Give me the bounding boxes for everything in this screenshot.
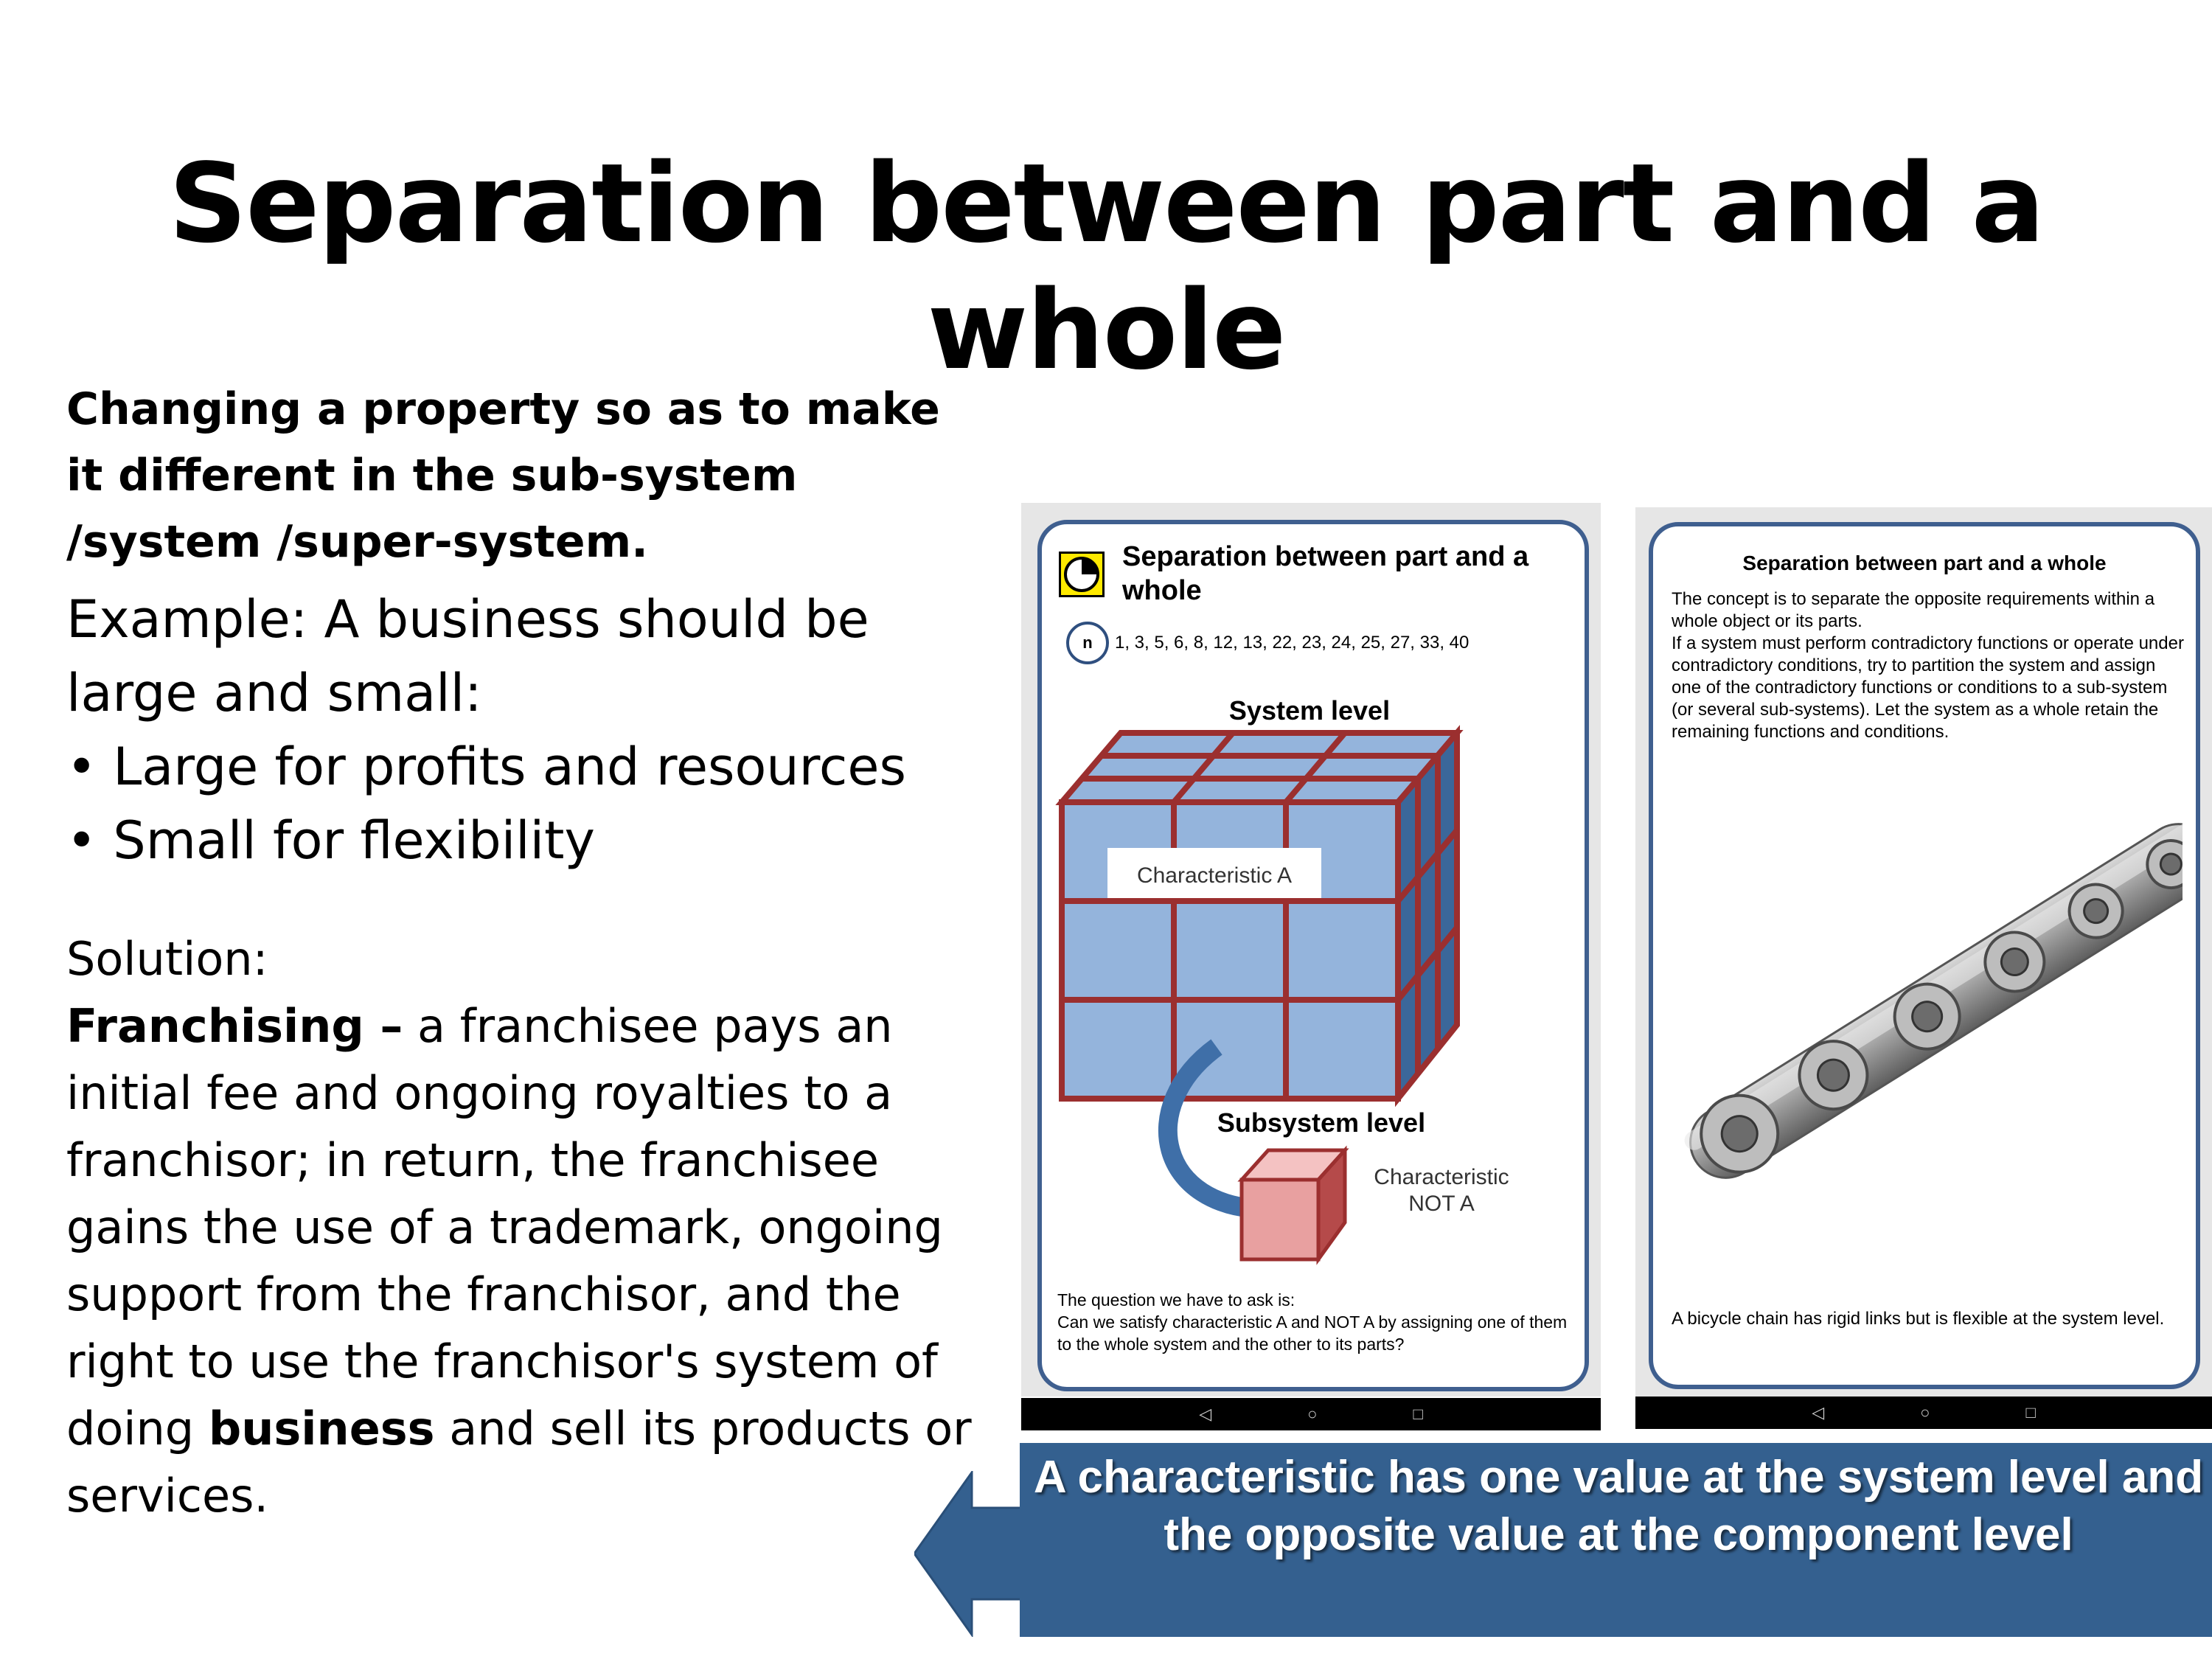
characteristic-not-a-label-1: Characteristic	[1374, 1165, 1509, 1189]
solution-text-end: and sell its products or services.	[66, 1402, 972, 1523]
home-circle-icon[interactable]: ○	[1307, 1405, 1318, 1423]
system-level-label: System level	[1228, 695, 1391, 726]
card1-question	[1057, 1289, 1573, 1355]
summary-callout-text: A characteristic has one value at the system level and the opposite value at the component level	[1033, 1452, 2204, 1560]
recents-square-icon[interactable]: □	[1413, 1405, 1423, 1423]
lead-paragraph: Changing a property so as to make it different in the sub-system /system /super-system.	[66, 383, 940, 568]
card2-body: The concept is to separate the opposite requirements within a whole object or its parts. If a system must perform contradictory functions or operate under contradictory conditions, try to partition the system and assign one of the contradictory functions or conditions to a sub-system (or several sub-systems). Let the system as a whole retain the remaining functions and conditions.	[1672, 589, 2184, 742]
left-text-column	[66, 376, 988, 1529]
recents-square-icon[interactable]: □	[2025, 1403, 2036, 1422]
solution-text: a franchisee pays an initial fee and ongoing royalties to a franchisor; in return, the franchisee gains the use of a trademark, ongoing support from the franchisor, and the right to use the franchisor's system of doing	[66, 999, 943, 1455]
subsystem-level-label: Subsystem level	[1217, 1107, 1426, 1138]
related-principles-numbers: 1, 3, 5, 6, 8, 12, 13, 22, 23, 24, 25, 27, 33, 40	[1115, 633, 1470, 653]
characteristic-not-a-label-2: NOT A	[1408, 1192, 1475, 1216]
android-navbar-2	[1635, 1397, 2212, 1429]
bullet-item: • Large for profits and resources	[66, 730, 988, 804]
solution-label: Solution:	[66, 932, 268, 986]
solution-paragraph	[66, 925, 988, 1529]
bullet-item: • Small for flexibility	[66, 804, 988, 877]
back-triangle-icon[interactable]: ◁	[1812, 1403, 1825, 1422]
example-line: Example: A business should be large and small:	[66, 589, 869, 723]
left-arrow-shape	[914, 1471, 1025, 1637]
question-text: Can we satisfy characteristic A and NOT A by assigning one of them to the whole system and the other to its parts?	[1057, 1312, 1568, 1354]
pie-icon	[1059, 552, 1105, 597]
n-badge-icon: n	[1066, 622, 1109, 664]
solution-term: Franchising –	[66, 999, 403, 1053]
android-navbar-1	[1021, 1398, 1601, 1430]
system-cube-diagram	[1047, 693, 1578, 1283]
bicycle-chain-image	[1681, 811, 2183, 1209]
characteristic-a-label: Characteristic A	[1136, 863, 1293, 888]
card1-title: Separation between part and a whole	[1122, 541, 1529, 606]
home-circle-icon[interactable]: ○	[1920, 1403, 1930, 1422]
back-triangle-icon[interactable]: ◁	[1199, 1405, 1212, 1423]
card2-caption: A bicycle chain has rigid links but is flexible at the system level.	[1672, 1309, 2165, 1329]
example-bullets	[66, 730, 988, 877]
card2-title: Separation between part and a whole	[1742, 552, 2107, 574]
slide-title: Separation between part and a whole	[168, 140, 2044, 394]
question-heading: The question we have to ask is:	[1057, 1290, 1295, 1310]
solution-bold-word: business	[208, 1402, 435, 1455]
